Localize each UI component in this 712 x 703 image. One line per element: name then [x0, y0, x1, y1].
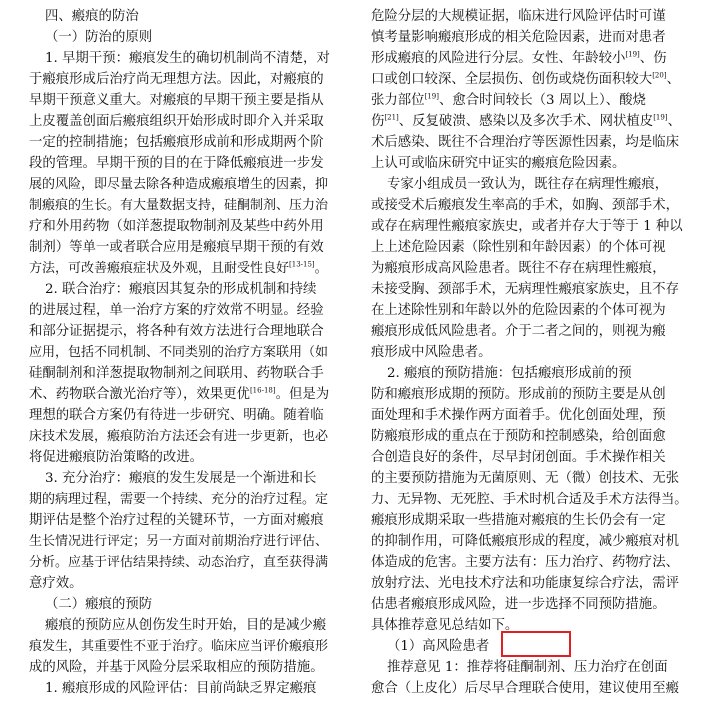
right-column-line	[371, 111, 687, 132]
left-column-line	[29, 216, 329, 237]
line-text: 具体推荐意见总结如下。	[371, 618, 519, 633]
line-text: 于瘢痕形成后治疗尚无理想方法。因此，对瘢痕的	[29, 72, 324, 87]
right-column-line	[371, 489, 687, 510]
line-text: 张力部位	[371, 93, 425, 108]
line-text: 合创造良好的条件，尽早封闭创面。手术操作相关	[371, 450, 666, 465]
left-column-line	[29, 405, 329, 426]
line-text: 为瘢痕形成高风险患者。既往不存在病理性瘢痕，	[371, 261, 666, 276]
right-column-line	[371, 552, 687, 573]
line-text: 力、无异物、无死腔、手术时机合适及手术方法得当。	[371, 492, 688, 507]
left-column-line	[29, 657, 329, 678]
line-text: 瘢痕形成期采取一些措施对瘢痕的生长仍会有一定	[371, 513, 666, 528]
line-text: 期评估是整个治疗过程的关键环节，一方面对瘢痕	[29, 513, 324, 528]
right-column-line	[371, 6, 687, 27]
citation-ref: [19]	[653, 113, 668, 122]
line-text: 伤	[371, 114, 385, 129]
left-column-line	[29, 384, 329, 405]
line-tail-text: 。	[314, 261, 328, 276]
line-text: 的进展过程，单一治疗方案的疗效常不明显。经验	[29, 303, 324, 318]
left-column-line	[29, 552, 329, 573]
left-column-line	[29, 678, 329, 699]
line-text: 期的病理过程，需要一个持续、充分的治疗过程。定	[29, 492, 329, 507]
line-text: 一定的控制措施；包括瘢痕形成前和形成期两个阶	[29, 135, 324, 150]
line-text: 口或创口较深、全层损伤、创伤或烧伤面积较大	[371, 72, 653, 87]
left-column-line	[29, 510, 329, 531]
right-column-line	[371, 237, 687, 258]
left-column-line	[29, 27, 329, 48]
line-text: 或存在病理性瘢痕家族史，或者并存大于等于 1 种以	[371, 219, 683, 234]
right-column-line	[371, 27, 687, 48]
line-text: 段的管理。早期干预的目的在于降低瘢痕进一步发	[29, 156, 324, 171]
line-text: 在上述除性别和年龄以外的危险因素的个体可视为	[371, 303, 666, 318]
left-column-line	[29, 174, 329, 195]
line-text: 早期干预意义重大。对瘢痕的早期干预主要是指从	[29, 93, 324, 108]
left-column-line	[29, 258, 329, 279]
right-column-line	[371, 573, 687, 594]
line-text: 上上述危险因素（除性别和年龄因素）的个体可视	[371, 240, 666, 255]
right-column-line	[371, 342, 687, 363]
left-column-line	[29, 636, 329, 657]
left-column-line	[29, 195, 329, 216]
line-text: 四、瘢痕的防治	[45, 9, 139, 24]
left-column-line	[29, 48, 329, 69]
line-text: 专家小组成员一致认为，既往存在病理性瘢痕，	[387, 177, 669, 192]
left-column-line	[29, 237, 329, 258]
line-tail-text: 、	[666, 72, 680, 87]
left-column-line	[29, 573, 329, 594]
line-tail-text: 。但是为	[275, 387, 330, 402]
line-text: 放射疗法、光电技术疗法和功能康复综合疗法，需评	[371, 576, 679, 591]
line-text: 危险分层的大规模证据，临床进行风险评估时可谨	[371, 9, 666, 24]
line-text: 1. 早期干预：瘢痕发生的确切机制尚不清楚，对	[45, 51, 330, 66]
right-column-line	[371, 279, 687, 300]
highlight-box	[501, 631, 571, 657]
right-column	[371, 6, 687, 699]
citation-ref: [21]	[384, 113, 399, 122]
line-text: 2. 联合治疗：瘢痕因其复杂的形成机制和持续	[45, 282, 317, 297]
right-column-line	[371, 321, 687, 342]
line-text: 痕形成中风险患者。	[371, 345, 492, 360]
left-column-line	[29, 69, 329, 90]
line-text: 术后感染、既往不合理治疗等医源性因素，均是临床	[371, 135, 679, 150]
right-column-line	[371, 153, 687, 174]
right-column-line	[371, 447, 687, 468]
right-column-line	[371, 468, 687, 489]
line-text: 意疗效。	[29, 576, 83, 591]
right-column-line	[371, 195, 687, 216]
line-text: 估患者瘢痕形成风险，进一步选择不同预防措施。	[371, 597, 666, 612]
left-column-line	[29, 342, 329, 363]
line-text: 1. 瘢痕形成的风险评估：目前尚缺乏界定瘢痕	[45, 681, 317, 696]
citation-ref: [16-18]	[249, 386, 276, 395]
left-column-line	[29, 363, 329, 384]
right-column-line	[371, 594, 687, 615]
line-text: 展的风险，即尽量去除各种造成瘢痕增生的因素，抑	[29, 177, 329, 192]
left-column	[29, 6, 329, 699]
line-text: （1）高风险患者	[387, 639, 490, 654]
line-text: 上皮覆盖创面后瘢痕组织开始形成时即介入并采取	[29, 114, 324, 129]
line-text: 防瘢痕形成的重点在于预防和控制感染，给创面愈	[371, 429, 666, 444]
line-text: 面处理和手术操作两方面着手。优化创面处理，预	[371, 408, 666, 423]
right-column-line	[371, 405, 687, 426]
citation-ref: [20]	[652, 71, 667, 80]
right-column-line	[371, 216, 687, 237]
right-column-line	[371, 384, 687, 405]
line-text: 将促进瘢痕防治策略的改进。	[29, 450, 204, 465]
left-column-line	[29, 447, 329, 468]
line-text: 分析。应基于评估结果持续、动态治疗，直至获得满	[29, 555, 329, 570]
line-text: 推荐意见 1：推荐将硅酮制剂、压力治疗在创面	[387, 660, 668, 675]
left-column-line	[29, 426, 329, 447]
right-column-line	[371, 48, 687, 69]
line-text: 制剂）等单一或者联合应用是瘢痕早期干预的有效	[29, 240, 324, 255]
line-text: （一）防治的原则	[45, 30, 153, 45]
line-text: 2. 瘢痕的预防措施：包括瘢痕形成前的预	[387, 366, 632, 381]
left-column-line	[29, 6, 329, 27]
left-column-line	[29, 321, 329, 342]
right-column-line	[371, 510, 687, 531]
line-text: 应用，包括不同机制、不同类别的治疗方案联用（如	[29, 345, 329, 360]
line-text: 防和瘢痕形成期的预防。形成前的预防主要是从创	[371, 387, 666, 402]
line-text: 痕发生，其重要性不亚于治疗。临床应当评价瘢痕形	[29, 639, 329, 654]
line-text: 术、药物联合激光治疗等），效果更优	[29, 387, 250, 402]
right-column-line	[371, 132, 687, 153]
line-text: （二）瘢痕的预防	[45, 597, 153, 612]
line-text: 的主要预防措施为无菌原则、无（微）创技术、无张	[371, 471, 679, 486]
right-column-line	[371, 426, 687, 447]
left-column-line	[29, 300, 329, 321]
line-text: 床技术发展，瘢痕防治方法还会有进一步更新，也必	[29, 429, 329, 444]
line-tail-text: 、反复破溃、感染以及多次手术、网状植皮	[398, 114, 654, 129]
citation-ref: [19]	[424, 92, 439, 101]
line-text: 硅酮制剂和洋葱提取物制剂之间联用、药物联合手	[29, 366, 324, 381]
line-text: 瘢痕的预防应从创伤发生时开始，目的是减少瘢	[45, 618, 327, 633]
line-tail-text: 、愈合时间较长（3 周以上）、酸烧	[438, 93, 646, 108]
line-text: 生长情况进行评定；另一方面对前期治疗进行评估、	[29, 534, 329, 549]
right-column-line	[371, 90, 687, 111]
left-column-line	[29, 531, 329, 552]
line-text: 和部分证据提示，将各种有效方法进行合理地联合	[29, 324, 324, 339]
right-column-line	[371, 258, 687, 279]
line-text: 方法，可改善瘢痕症状及外观，且耐受性良好	[29, 261, 290, 276]
right-column-line	[371, 69, 687, 90]
line-text: 3. 充分治疗：瘢痕的发生发展是一个渐进和长	[45, 471, 317, 486]
line-text: 上认可或临床研究中证实的瘢痕危险因素。	[371, 156, 626, 171]
line-text: 制瘢痕的生长。有大量数据支持，硅酮制剂、压力治	[29, 198, 329, 213]
right-column-line	[371, 363, 687, 384]
left-column-line	[29, 489, 329, 510]
line-tail-text: 、伤	[639, 51, 667, 66]
right-column-line	[371, 174, 687, 195]
left-column-line	[29, 279, 329, 300]
line-text: 成的风险，并基于风险分层采取相应的预防措施。	[29, 660, 324, 675]
left-column-line	[29, 594, 329, 615]
left-column-line	[29, 615, 329, 636]
line-text: 体造成的危害。主要方法有：压力治疗、药物疗法、	[371, 555, 679, 570]
line-text: 或接受术后瘢痕发生率高的手术，如胸、颈部手术，	[371, 198, 679, 213]
right-column-line	[371, 531, 687, 552]
left-column-line	[29, 111, 329, 132]
line-tail-text: 、	[667, 114, 681, 129]
line-text: 未接受胸、颈部手术，无病理性瘢痕家族史，且不存	[371, 282, 679, 297]
right-column-line	[371, 678, 687, 699]
left-column-line	[29, 468, 329, 489]
right-column-line	[371, 300, 687, 321]
left-column-line	[29, 153, 329, 174]
citation-ref: [13-15]	[289, 260, 315, 269]
line-text: 理想的联合方案仍有待进一步研究、明确。随着临	[29, 408, 324, 423]
line-text: 瘢痕形成低风险患者。介于二者之间的，则视为瘢	[371, 324, 666, 339]
line-text: 愈合（上皮化）后尽早合理联合使用，建议使用至瘢	[371, 681, 679, 696]
line-text: 慎考量影响瘢痕形成的相关危险因素，进而对患者	[371, 30, 666, 45]
line-text: 疗和外用药物（如洋葱提取物制剂及某些中药外用	[29, 219, 324, 234]
citation-ref: [19]	[625, 50, 640, 59]
line-text: 形成瘢痕的风险进行分层。女性、年龄较小	[371, 51, 626, 66]
left-column-line	[29, 132, 329, 153]
left-column-line	[29, 90, 329, 111]
line-text: 的抑制作用，可降低瘢痕形成的程度，减少瘢痕对机	[371, 534, 679, 549]
right-column-line	[371, 657, 687, 678]
